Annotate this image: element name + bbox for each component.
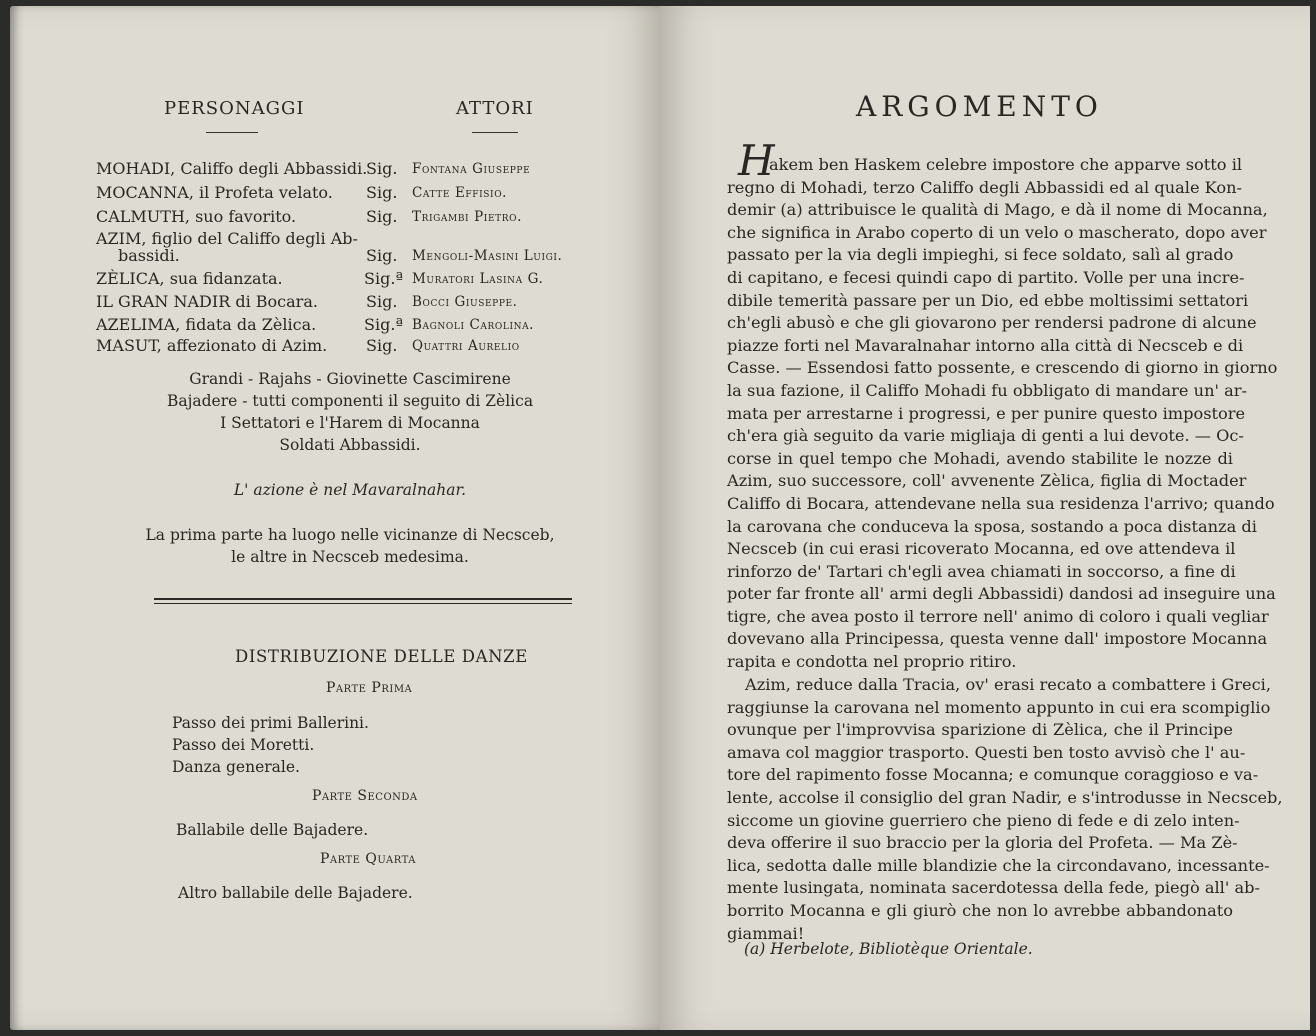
part-two-title: Parte Seconda <box>312 788 418 804</box>
part-two-list <box>176 821 368 839</box>
cast-sig: Sig.ª <box>364 269 404 288</box>
cast-actor: Catte Effisio. <box>412 185 508 201</box>
setting-block <box>120 524 580 568</box>
text-line: Califfo di Bocara, attendevane nella sua residenza l'arrivo; quando <box>727 493 1275 513</box>
setting-line: le altre in Necsceb medesima. <box>231 548 469 566</box>
setting-line: La prima parte ha luogo nelle vicinanze di Necsceb, <box>145 526 555 544</box>
cast-actor: Bocci Giuseppe. <box>412 294 518 310</box>
text-line: la sua fazione, il Califfo Mohadi fu obbligato di mandare un' ar- <box>727 380 1247 400</box>
text-line: ch'egli abusò e che gli giovarono per rendersi padrone di alcune <box>727 313 1257 333</box>
part-one-list <box>172 712 369 778</box>
text-line: passato per la via degli impieghi, si fece soldato, salì al grado <box>727 245 1234 265</box>
dance-item: Passo dei Moretti. <box>172 736 315 754</box>
text-line: Azim, reduce dalla Tracia, ov' erasi recato a combattere i Greci, <box>745 675 1271 694</box>
argument-paragraph-2 <box>727 674 1283 945</box>
cast-actor: Trigambi Pietro. <box>412 209 522 225</box>
dance-item: Passo dei primi Ballerini. <box>172 714 369 732</box>
cast-role: ZÈLICA, sua fidanzata. <box>96 269 283 288</box>
text-line: raggiunse la carovana nel momento appunto in cui era scompiglio <box>727 697 1271 717</box>
text-line: giammai! <box>727 923 805 943</box>
text-line: deva offerire il suo braccio per la gloria del Profeta. — Ma Zè- <box>727 833 1238 853</box>
text-line: mata per arrestarne i progressi, e per punire questo impostore <box>727 403 1246 423</box>
text-line: corse in quel tempo che Mohadi, avendo stabilite le nozze di <box>727 448 1233 468</box>
text-line: rapita e condotta nel proprio ritiro. <box>727 652 1017 672</box>
text-line: regno di Mohadi, terzo Califfo degli Abbassidi ed al quale Kon- <box>727 177 1242 197</box>
characters-header: PERSONAGGI <box>164 98 305 119</box>
actors-header: ATTORI <box>456 98 534 119</box>
cast-actor: Fontana Giuseppe <box>412 161 531 177</box>
action-location: L' azione è nel Mavaralnahar. <box>233 481 467 499</box>
text-line: Azim, suo successore, coll' avvenente Zèlica, figlia di Moctader <box>727 471 1247 491</box>
cast-role: AZIM, figlio del Califfo degli Ab- <box>96 229 358 248</box>
cast-actor: Mengoli-Masini Luigi. <box>412 248 563 264</box>
extras-line: I Settatori e l'Harem di Mocanna <box>220 414 480 432</box>
cast-sig: Sig. <box>366 246 398 265</box>
text-line: tore del rapimento fosse Mocanna; e comunque coraggioso e va- <box>727 765 1259 785</box>
dance-item: Altro ballabile delle Bajadere. <box>178 884 413 902</box>
text-line: mente lusingata, nominata sacerdotessa della fede, piegò all' ab- <box>727 878 1260 898</box>
text-line: ovunque per l'improvvisa sparizione di Zèlica, che il Principe <box>727 720 1233 740</box>
cast-sig: Sig. <box>366 183 398 202</box>
part-one-title: Parte Prima <box>326 680 413 696</box>
text-line: borrito Mocanna e gli giurò che non lo avrebbe abbandonato <box>727 900 1233 920</box>
footnote: (a) Herbelote, Bibliotèque Orientale. <box>744 940 1033 958</box>
text-line: lica, sedotta dalle mille blandizie che la circondavano, incessante- <box>727 855 1270 875</box>
argument-paragraph-1 <box>727 154 1278 674</box>
cast-sig: Sig. <box>366 207 398 226</box>
characters-header-rule <box>206 132 258 133</box>
text-line: di capitano, e fecesi quindi capo di partito. Volle per una incre- <box>727 267 1245 287</box>
text-line: dovevano alla Principessa, questa venne dall' impostore Mocanna <box>727 629 1268 649</box>
actors-header-rule <box>472 132 518 133</box>
extras-line: Grandi - Rajahs - Giovinette Cascimirene <box>189 370 511 388</box>
cast-role: MOCANNA, il Profeta velato. <box>96 183 333 202</box>
text-line: siccome un giovine guerriero che pieno di fede e di zelo inten- <box>727 810 1240 830</box>
drop-cap: H <box>738 136 775 185</box>
cast-role: AZELIMA, fidata da Zèlica. <box>96 315 317 334</box>
section-divider-top <box>154 598 572 600</box>
extras-block <box>140 368 560 456</box>
text-line: la carovana che conduceva la sposa, sostando a poca distanza di <box>727 516 1257 536</box>
text-line: tigre, che avea posto il terrore nell' animo di coloro i quali vegliar <box>727 606 1269 626</box>
cast-sig: Sig. <box>366 159 398 178</box>
right-page <box>660 6 1310 1030</box>
text-line: poter far fronte all' armi degli Abbassidi) dandosi ad inseguire una <box>727 584 1276 604</box>
part-four-title: Parte Quarta <box>320 851 416 867</box>
cast-sig: Sig. <box>366 292 398 311</box>
text-line: akem ben Haskem celebre impostore che apparve sotto il <box>769 155 1243 174</box>
cast-sig: Sig.ª <box>364 315 404 334</box>
argument-title: ARGOMENTO <box>856 90 1103 123</box>
text-line: piazze forti nel Mavaralnahar intorno alla città di Necsceb e di <box>727 335 1244 355</box>
text-line: Casse. — Essendosi fatto possente, e crescendo di giorno in giorno <box>727 358 1278 378</box>
dance-item: Danza generale. <box>172 758 300 776</box>
dance-item: Ballabile delle Bajadere. <box>176 821 369 839</box>
cast-actor: Quattri Aurelio <box>412 338 520 354</box>
cast-sig: Sig. <box>366 336 398 355</box>
extras-line: Soldati Abbassidi. <box>279 436 421 454</box>
text-line: lente, accolse il consiglio del gran Nadir, e s'introdusse in Necsceb, <box>727 787 1283 807</box>
text-line: ch'era già seguito da varie migliaja di genti a lui devote. — Oc- <box>727 426 1244 446</box>
text-line: che significa in Arabo coperto di un velo o mascherato, dopo aver <box>727 222 1267 242</box>
cast-actor: Muratori Lasina G. <box>412 271 544 287</box>
cast-role: MOHADI, Califfo degli Abbassidi. <box>96 159 368 178</box>
cast-role: CALMUTH, suo favorito. <box>96 207 297 226</box>
section-divider-bottom <box>154 603 572 604</box>
part-four-list <box>178 884 413 902</box>
text-line: dibile temerità passare per un Dio, ed ebbe moltissimi settatori <box>727 290 1249 310</box>
cast-role: IL GRAN NADIR di Bocara. <box>96 292 318 311</box>
text-line: demir (a) attribuisce le qualità di Mago, e dà il nome di Mocanna, <box>727 200 1268 220</box>
left-page <box>10 6 660 1030</box>
text-line: rinforzo de' Tartari ch'egli avea chiamati in soccorso, a fine di <box>727 561 1236 581</box>
cast-actor: Bagnoli Carolina. <box>412 317 535 333</box>
text-line: Necsceb (in cui erasi ricoverato Mocanna, ed ove attendeva il <box>727 539 1236 559</box>
extras-line: Bajadere - tutti componenti il seguito di Zèlica <box>166 392 534 410</box>
cast-role-continued: bassidi. <box>118 246 180 265</box>
cast-role: MASUT, affezionato di Azim. <box>96 336 328 355</box>
text-line: amava col maggior trasporto. Questi ben tosto avvisò che l' au- <box>727 742 1246 762</box>
dances-title: DISTRIBUZIONE DELLE DANZE <box>235 647 528 666</box>
